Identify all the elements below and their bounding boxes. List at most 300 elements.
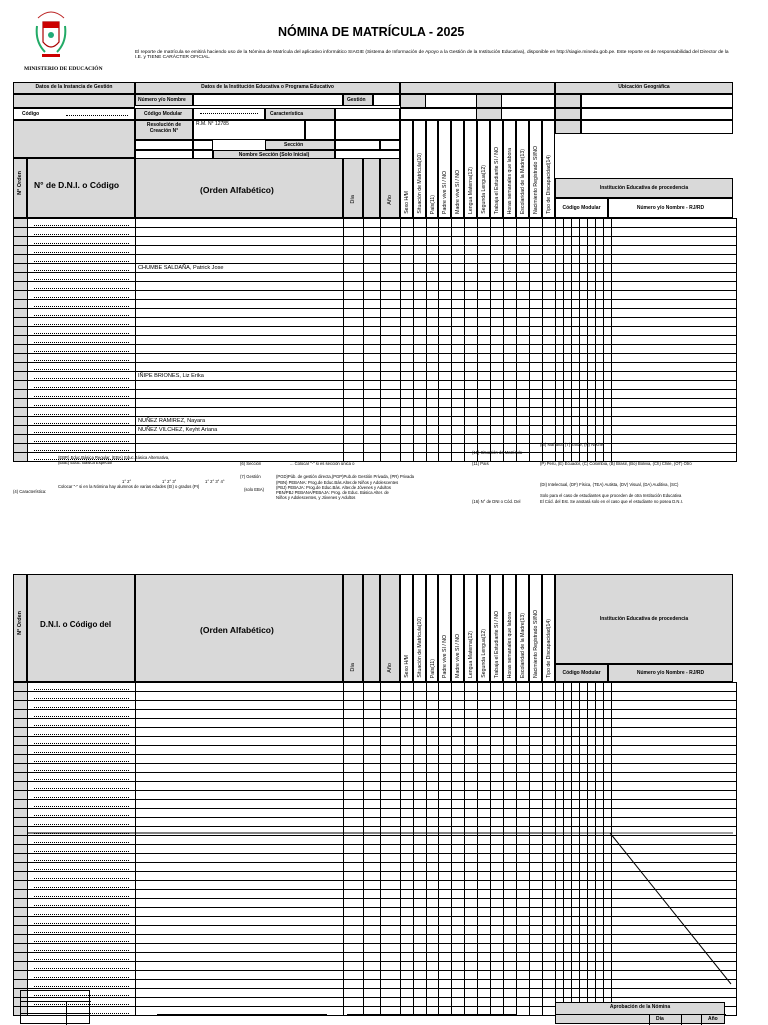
data-cell[interactable] xyxy=(556,327,564,336)
data-cell[interactable] xyxy=(381,237,401,246)
data-cell[interactable] xyxy=(543,800,556,809)
data-cell[interactable] xyxy=(381,426,401,435)
data-cell[interactable] xyxy=(439,318,452,327)
data-cell[interactable] xyxy=(572,354,580,363)
data-cell[interactable] xyxy=(556,282,564,291)
data-cell[interactable] xyxy=(588,737,596,746)
student-name-cell[interactable] xyxy=(136,372,344,381)
data-cell[interactable] xyxy=(439,683,452,692)
student-name-cell[interactable] xyxy=(136,692,344,701)
data-cell[interactable] xyxy=(564,381,572,390)
data-cell[interactable] xyxy=(401,408,414,417)
data-cell[interactable] xyxy=(517,318,530,327)
data-cell[interactable] xyxy=(465,899,478,908)
data-cell[interactable] xyxy=(439,282,452,291)
data-cell[interactable] xyxy=(401,728,414,737)
data-cell[interactable] xyxy=(612,710,737,719)
data-cell[interactable] xyxy=(588,354,596,363)
data-cell[interactable] xyxy=(564,372,572,381)
data-cell[interactable] xyxy=(427,836,439,845)
data-cell[interactable] xyxy=(612,426,737,435)
data-cell[interactable] xyxy=(427,417,439,426)
data-cell[interactable] xyxy=(381,791,401,800)
data-cell[interactable] xyxy=(381,381,401,390)
student-name-cell[interactable] xyxy=(136,926,344,935)
data-cell[interactable] xyxy=(414,899,427,908)
data-cell[interactable] xyxy=(543,399,556,408)
data-cell[interactable] xyxy=(439,399,452,408)
dni-cell[interactable] xyxy=(28,755,136,764)
data-cell[interactable] xyxy=(596,282,604,291)
data-cell[interactable] xyxy=(478,926,491,935)
data-cell[interactable] xyxy=(452,728,465,737)
data-cell[interactable] xyxy=(401,282,414,291)
data-cell[interactable] xyxy=(427,863,439,872)
data-cell[interactable] xyxy=(588,336,596,345)
data-cell[interactable] xyxy=(580,264,588,273)
data-cell[interactable] xyxy=(504,390,517,399)
data-cell[interactable] xyxy=(401,291,414,300)
data-cell[interactable] xyxy=(344,381,364,390)
data-cell[interactable] xyxy=(556,989,564,998)
data-cell[interactable] xyxy=(414,881,427,890)
data-cell[interactable] xyxy=(452,836,465,845)
data-cell[interactable] xyxy=(504,417,517,426)
data-cell[interactable] xyxy=(364,809,381,818)
data-cell[interactable] xyxy=(465,971,478,980)
data-cell[interactable] xyxy=(401,363,414,372)
data-cell[interactable] xyxy=(439,737,452,746)
data-cell[interactable] xyxy=(465,363,478,372)
data-cell[interactable] xyxy=(452,773,465,782)
data-cell[interactable] xyxy=(401,336,414,345)
data-cell[interactable] xyxy=(504,782,517,791)
data-cell[interactable] xyxy=(439,264,452,273)
data-cell[interactable] xyxy=(491,719,504,728)
data-cell[interactable] xyxy=(427,363,439,372)
data-cell[interactable] xyxy=(427,381,439,390)
data-cell[interactable] xyxy=(596,381,604,390)
data-cell[interactable] xyxy=(414,399,427,408)
data-cell[interactable] xyxy=(604,791,612,800)
data-cell[interactable] xyxy=(439,417,452,426)
data-cell[interactable] xyxy=(504,683,517,692)
data-cell[interactable] xyxy=(588,809,596,818)
data-cell[interactable] xyxy=(478,719,491,728)
data-cell[interactable] xyxy=(344,971,364,980)
student-name-cell[interactable] xyxy=(136,899,344,908)
data-cell[interactable] xyxy=(381,953,401,962)
data-cell[interactable] xyxy=(381,818,401,827)
data-cell[interactable] xyxy=(427,782,439,791)
data-cell[interactable] xyxy=(439,309,452,318)
data-cell[interactable] xyxy=(465,318,478,327)
data-cell[interactable] xyxy=(491,782,504,791)
data-cell[interactable] xyxy=(543,246,556,255)
data-cell[interactable] xyxy=(604,818,612,827)
data-cell[interactable] xyxy=(439,782,452,791)
data-cell[interactable] xyxy=(556,273,564,282)
data-cell[interactable] xyxy=(517,719,530,728)
data-cell[interactable] xyxy=(588,399,596,408)
data-cell[interactable] xyxy=(427,746,439,755)
dni-cell[interactable] xyxy=(28,890,136,899)
data-cell[interactable] xyxy=(604,291,612,300)
data-cell[interactable] xyxy=(530,408,543,417)
data-cell[interactable] xyxy=(364,917,381,926)
data-cell[interactable] xyxy=(604,773,612,782)
data-cell[interactable] xyxy=(596,399,604,408)
data-cell[interactable] xyxy=(344,944,364,953)
data-cell[interactable] xyxy=(439,728,452,737)
data-cell[interactable] xyxy=(530,381,543,390)
data-cell[interactable] xyxy=(530,318,543,327)
data-cell[interactable] xyxy=(364,282,381,291)
data-cell[interactable] xyxy=(414,381,427,390)
data-cell[interactable] xyxy=(556,219,564,228)
data-cell[interactable] xyxy=(465,327,478,336)
data-cell[interactable] xyxy=(364,228,381,237)
data-cell[interactable] xyxy=(543,345,556,354)
data-cell[interactable] xyxy=(465,228,478,237)
data-cell[interactable] xyxy=(543,390,556,399)
data-cell[interactable] xyxy=(517,246,530,255)
data-cell[interactable] xyxy=(504,971,517,980)
data-cell[interactable] xyxy=(543,300,556,309)
data-cell[interactable] xyxy=(344,417,364,426)
student-name-cell[interactable] xyxy=(136,291,344,300)
data-cell[interactable] xyxy=(517,1007,530,1016)
data-cell[interactable] xyxy=(414,408,427,417)
data-cell[interactable] xyxy=(572,719,580,728)
data-cell[interactable] xyxy=(364,728,381,737)
data-cell[interactable] xyxy=(612,746,737,755)
data-cell[interactable] xyxy=(439,890,452,899)
data-cell[interactable] xyxy=(427,908,439,917)
data-cell[interactable] xyxy=(344,327,364,336)
data-cell[interactable] xyxy=(381,719,401,728)
data-cell[interactable] xyxy=(401,854,414,863)
data-cell[interactable] xyxy=(439,435,452,444)
data-cell[interactable] xyxy=(491,926,504,935)
student-name-cell[interactable] xyxy=(136,800,344,809)
data-cell[interactable] xyxy=(530,363,543,372)
dni-cell[interactable] xyxy=(28,962,136,971)
data-cell[interactable] xyxy=(414,791,427,800)
data-cell[interactable] xyxy=(517,908,530,917)
data-cell[interactable] xyxy=(530,327,543,336)
data-cell[interactable] xyxy=(414,728,427,737)
data-cell[interactable] xyxy=(381,701,401,710)
data-cell[interactable] xyxy=(564,336,572,345)
data-cell[interactable] xyxy=(491,971,504,980)
data-cell[interactable] xyxy=(465,255,478,264)
data-cell[interactable] xyxy=(517,854,530,863)
data-cell[interactable] xyxy=(427,426,439,435)
data-cell[interactable] xyxy=(439,390,452,399)
data-cell[interactable] xyxy=(580,381,588,390)
data-cell[interactable] xyxy=(572,755,580,764)
data-cell[interactable] xyxy=(504,980,517,989)
data-cell[interactable] xyxy=(530,863,543,872)
data-cell[interactable] xyxy=(588,408,596,417)
data-cell[interactable] xyxy=(556,372,564,381)
data-cell[interactable] xyxy=(401,399,414,408)
data-cell[interactable] xyxy=(364,899,381,908)
data-cell[interactable] xyxy=(401,435,414,444)
dni-cell[interactable] xyxy=(28,926,136,935)
resolucion-input[interactable] xyxy=(193,120,305,140)
data-cell[interactable] xyxy=(543,989,556,998)
data-cell[interactable] xyxy=(580,719,588,728)
dni-cell[interactable] xyxy=(28,971,136,980)
student-name-cell[interactable] xyxy=(136,962,344,971)
data-cell[interactable] xyxy=(530,962,543,971)
data-cell[interactable] xyxy=(478,773,491,782)
data-cell[interactable] xyxy=(572,764,580,773)
data-cell[interactable] xyxy=(452,845,465,854)
data-cell[interactable] xyxy=(364,755,381,764)
student-name-cell[interactable] xyxy=(136,381,344,390)
data-cell[interactable] xyxy=(543,728,556,737)
data-cell[interactable] xyxy=(556,345,564,354)
data-cell[interactable] xyxy=(427,264,439,273)
student-name-cell[interactable] xyxy=(136,683,344,692)
data-cell[interactable] xyxy=(543,237,556,246)
data-cell[interactable] xyxy=(465,345,478,354)
data-cell[interactable] xyxy=(612,345,737,354)
data-cell[interactable] xyxy=(364,881,381,890)
data-cell[interactable] xyxy=(572,372,580,381)
data-cell[interactable] xyxy=(465,800,478,809)
student-name-cell[interactable] xyxy=(136,971,344,980)
data-cell[interactable] xyxy=(452,818,465,827)
data-cell[interactable] xyxy=(530,228,543,237)
data-cell[interactable] xyxy=(452,282,465,291)
data-cell[interactable] xyxy=(504,737,517,746)
data-cell[interactable] xyxy=(517,971,530,980)
data-cell[interactable] xyxy=(401,372,414,381)
data-cell[interactable] xyxy=(364,300,381,309)
dni-cell[interactable] xyxy=(28,318,136,327)
data-cell[interactable] xyxy=(414,372,427,381)
data-cell[interactable] xyxy=(401,710,414,719)
data-cell[interactable] xyxy=(478,399,491,408)
data-cell[interactable] xyxy=(504,899,517,908)
data-cell[interactable] xyxy=(491,953,504,962)
student-name-cell[interactable] xyxy=(136,755,344,764)
data-cell[interactable] xyxy=(381,345,401,354)
data-cell[interactable] xyxy=(427,282,439,291)
student-name-cell[interactable] xyxy=(136,935,344,944)
data-cell[interactable] xyxy=(556,408,564,417)
data-cell[interactable] xyxy=(564,363,572,372)
dni-cell[interactable] xyxy=(28,327,136,336)
data-cell[interactable] xyxy=(452,246,465,255)
student-name-cell[interactable] xyxy=(136,746,344,755)
data-cell[interactable] xyxy=(439,273,452,282)
data-cell[interactable] xyxy=(381,264,401,273)
student-name-cell[interactable] xyxy=(136,980,344,989)
data-cell[interactable] xyxy=(465,746,478,755)
data-cell[interactable] xyxy=(491,863,504,872)
data-cell[interactable] xyxy=(439,291,452,300)
data-cell[interactable] xyxy=(596,273,604,282)
data-cell[interactable] xyxy=(572,818,580,827)
data-cell[interactable] xyxy=(364,363,381,372)
data-cell[interactable] xyxy=(478,309,491,318)
data-cell[interactable] xyxy=(530,791,543,800)
data-cell[interactable] xyxy=(530,746,543,755)
data-cell[interactable] xyxy=(414,309,427,318)
data-cell[interactable] xyxy=(530,692,543,701)
data-cell[interactable] xyxy=(414,746,427,755)
data-cell[interactable] xyxy=(364,417,381,426)
data-cell[interactable] xyxy=(588,345,596,354)
data-cell[interactable] xyxy=(344,318,364,327)
data-cell[interactable] xyxy=(588,273,596,282)
data-cell[interactable] xyxy=(478,971,491,980)
data-cell[interactable] xyxy=(381,390,401,399)
data-cell[interactable] xyxy=(439,755,452,764)
data-cell[interactable] xyxy=(580,282,588,291)
data-cell[interactable] xyxy=(452,719,465,728)
data-cell[interactable] xyxy=(572,264,580,273)
data-cell[interactable] xyxy=(543,1007,556,1016)
data-cell[interactable] xyxy=(530,899,543,908)
data-cell[interactable] xyxy=(427,845,439,854)
data-cell[interactable] xyxy=(556,399,564,408)
data-cell[interactable] xyxy=(465,764,478,773)
data-cell[interactable] xyxy=(427,327,439,336)
data-cell[interactable] xyxy=(364,237,381,246)
data-cell[interactable] xyxy=(401,845,414,854)
data-cell[interactable] xyxy=(612,327,737,336)
data-cell[interactable] xyxy=(465,998,478,1007)
data-cell[interactable] xyxy=(414,228,427,237)
data-cell[interactable] xyxy=(517,435,530,444)
ubic-input-2[interactable] xyxy=(581,108,733,120)
data-cell[interactable] xyxy=(504,962,517,971)
data-cell[interactable] xyxy=(452,917,465,926)
data-cell[interactable] xyxy=(564,701,572,710)
data-cell[interactable] xyxy=(401,917,414,926)
data-cell[interactable] xyxy=(381,998,401,1007)
data-cell[interactable] xyxy=(530,764,543,773)
data-cell[interactable] xyxy=(543,282,556,291)
data-cell[interactable] xyxy=(381,273,401,282)
data-cell[interactable] xyxy=(596,764,604,773)
data-cell[interactable] xyxy=(596,710,604,719)
data-cell[interactable] xyxy=(452,890,465,899)
student-name-cell[interactable] xyxy=(136,809,344,818)
data-cell[interactable] xyxy=(504,318,517,327)
data-cell[interactable] xyxy=(364,336,381,345)
data-cell[interactable] xyxy=(439,345,452,354)
data-cell[interactable] xyxy=(517,381,530,390)
data-cell[interactable] xyxy=(439,818,452,827)
data-cell[interactable] xyxy=(504,755,517,764)
student-name-cell[interactable] xyxy=(136,417,344,426)
data-cell[interactable] xyxy=(517,309,530,318)
data-cell[interactable] xyxy=(530,291,543,300)
data-cell[interactable] xyxy=(504,953,517,962)
data-cell[interactable] xyxy=(504,989,517,998)
data-cell[interactable] xyxy=(364,845,381,854)
data-cell[interactable] xyxy=(414,255,427,264)
data-cell[interactable] xyxy=(517,228,530,237)
data-cell[interactable] xyxy=(452,980,465,989)
dni-cell[interactable] xyxy=(28,354,136,363)
data-cell[interactable] xyxy=(612,791,737,800)
data-cell[interactable] xyxy=(452,989,465,998)
data-cell[interactable] xyxy=(381,300,401,309)
data-cell[interactable] xyxy=(401,989,414,998)
data-cell[interactable] xyxy=(588,818,596,827)
data-cell[interactable] xyxy=(381,926,401,935)
data-cell[interactable] xyxy=(543,755,556,764)
data-cell[interactable] xyxy=(427,953,439,962)
data-cell[interactable] xyxy=(556,255,564,264)
student-name-cell[interactable] xyxy=(136,345,344,354)
data-cell[interactable] xyxy=(414,282,427,291)
data-cell[interactable] xyxy=(427,237,439,246)
data-cell[interactable] xyxy=(344,300,364,309)
data-cell[interactable] xyxy=(564,318,572,327)
data-cell[interactable] xyxy=(604,336,612,345)
data-cell[interactable] xyxy=(414,246,427,255)
data-cell[interactable] xyxy=(588,255,596,264)
data-cell[interactable] xyxy=(478,354,491,363)
data-cell[interactable] xyxy=(364,255,381,264)
data-cell[interactable] xyxy=(596,728,604,737)
data-cell[interactable] xyxy=(612,372,737,381)
data-cell[interactable] xyxy=(478,327,491,336)
data-cell[interactable] xyxy=(588,363,596,372)
data-cell[interactable] xyxy=(381,318,401,327)
data-cell[interactable] xyxy=(427,453,439,462)
data-cell[interactable] xyxy=(364,935,381,944)
data-cell[interactable] xyxy=(381,435,401,444)
data-cell[interactable] xyxy=(543,701,556,710)
data-cell[interactable] xyxy=(401,390,414,399)
data-cell[interactable] xyxy=(452,399,465,408)
data-cell[interactable] xyxy=(344,980,364,989)
data-cell[interactable] xyxy=(572,737,580,746)
dni-cell[interactable] xyxy=(28,737,136,746)
data-cell[interactable] xyxy=(401,791,414,800)
data-cell[interactable] xyxy=(344,444,364,453)
data-cell[interactable] xyxy=(517,417,530,426)
data-cell[interactable] xyxy=(414,300,427,309)
data-cell[interactable] xyxy=(452,354,465,363)
data-cell[interactable] xyxy=(465,782,478,791)
data-cell[interactable] xyxy=(491,363,504,372)
data-cell[interactable] xyxy=(381,291,401,300)
data-cell[interactable] xyxy=(612,435,737,444)
data-cell[interactable] xyxy=(604,282,612,291)
student-name-cell[interactable] xyxy=(136,944,344,953)
data-cell[interactable] xyxy=(543,926,556,935)
data-cell[interactable] xyxy=(465,426,478,435)
data-cell[interactable] xyxy=(478,935,491,944)
data-cell[interactable] xyxy=(596,255,604,264)
data-cell[interactable] xyxy=(612,237,737,246)
data-cell[interactable] xyxy=(517,408,530,417)
data-cell[interactable] xyxy=(612,683,737,692)
data-cell[interactable] xyxy=(580,408,588,417)
data-cell[interactable] xyxy=(556,782,564,791)
